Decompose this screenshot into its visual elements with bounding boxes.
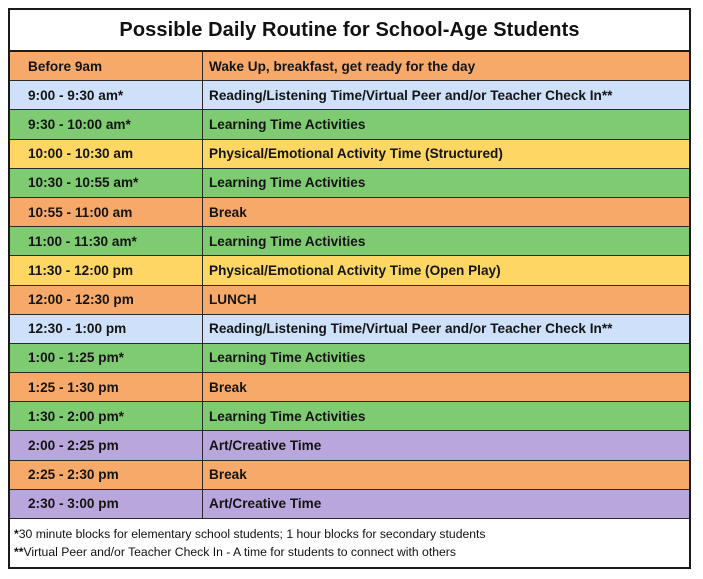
page-title: Possible Daily Routine for School-Age Students bbox=[10, 10, 689, 52]
time-cell: 12:00 - 12:30 pm bbox=[10, 285, 203, 314]
table-row bbox=[10, 256, 689, 285]
table-row bbox=[10, 285, 689, 314]
table-row bbox=[10, 431, 689, 460]
activity-cell: Learning Time Activities bbox=[203, 227, 690, 256]
time-cell: 2:00 - 2:25 pm bbox=[10, 431, 203, 460]
time-cell: Before 9am bbox=[10, 52, 203, 81]
table-row bbox=[10, 343, 689, 372]
activity-cell: Break bbox=[203, 197, 690, 226]
activity-cell: Learning Time Activities bbox=[203, 110, 690, 139]
time-cell: 1:30 - 2:00 pm* bbox=[10, 402, 203, 431]
footnote-marker: ** bbox=[14, 545, 24, 559]
activity-cell: Reading/Listening Time/Virtual Peer and/or Teacher Check In** bbox=[203, 314, 690, 343]
footnote bbox=[14, 525, 689, 543]
time-cell: 11:30 - 12:00 pm bbox=[10, 256, 203, 285]
time-cell: 12:30 - 1:00 pm bbox=[10, 314, 203, 343]
table-row bbox=[10, 139, 689, 168]
time-cell: 1:00 - 1:25 pm* bbox=[10, 343, 203, 372]
time-cell: 10:30 - 10:55 am* bbox=[10, 168, 203, 197]
time-cell: 2:25 - 2:30 pm bbox=[10, 460, 203, 489]
schedule-body bbox=[10, 52, 689, 519]
activity-cell: Break bbox=[203, 373, 690, 402]
table-row bbox=[10, 81, 689, 110]
time-cell: 2:30 - 3:00 pm bbox=[10, 489, 203, 518]
time-cell: 1:25 - 1:30 pm bbox=[10, 373, 203, 402]
activity-cell: Physical/Emotional Activity Time (Structured) bbox=[203, 139, 690, 168]
table-row bbox=[10, 489, 689, 518]
activity-cell: Wake Up, breakfast, get ready for the day bbox=[203, 52, 690, 81]
activity-cell: Learning Time Activities bbox=[203, 343, 690, 372]
activity-cell: Reading/Listening Time/Virtual Peer and/or Teacher Check In** bbox=[203, 81, 690, 110]
table-row bbox=[10, 110, 689, 139]
routine-table-frame bbox=[8, 8, 691, 569]
footnote-text: 30 minute blocks for elementary school students; 1 hour blocks for secondary students bbox=[18, 527, 486, 541]
table-row bbox=[10, 314, 689, 343]
activity-cell: Learning Time Activities bbox=[203, 168, 690, 197]
table-row bbox=[10, 227, 689, 256]
footnotes bbox=[10, 519, 689, 561]
activity-cell: Physical/Emotional Activity Time (Open Play) bbox=[203, 256, 690, 285]
time-cell: 9:00 - 9:30 am* bbox=[10, 81, 203, 110]
table-row bbox=[10, 197, 689, 226]
activity-cell: Art/Creative Time bbox=[203, 431, 690, 460]
activity-cell: Learning Time Activities bbox=[203, 402, 690, 431]
table-row bbox=[10, 168, 689, 197]
table-row bbox=[10, 402, 689, 431]
table-row bbox=[10, 460, 689, 489]
activity-cell: LUNCH bbox=[203, 285, 690, 314]
activity-cell: Break bbox=[203, 460, 690, 489]
schedule-table bbox=[10, 52, 689, 519]
footnote-text: Virtual Peer and/or Teacher Check In - A time for students to connect with others bbox=[23, 545, 456, 559]
time-cell: 11:00 - 11:30 am* bbox=[10, 227, 203, 256]
time-cell: 10:55 - 11:00 am bbox=[10, 197, 203, 226]
table-row bbox=[10, 52, 689, 81]
time-cell: 10:00 - 10:30 am bbox=[10, 139, 203, 168]
table-row bbox=[10, 373, 689, 402]
time-cell: 9:30 - 10:00 am* bbox=[10, 110, 203, 139]
footnote bbox=[14, 543, 689, 561]
activity-cell: Art/Creative Time bbox=[203, 489, 690, 518]
footnote-marker: * bbox=[14, 527, 19, 541]
